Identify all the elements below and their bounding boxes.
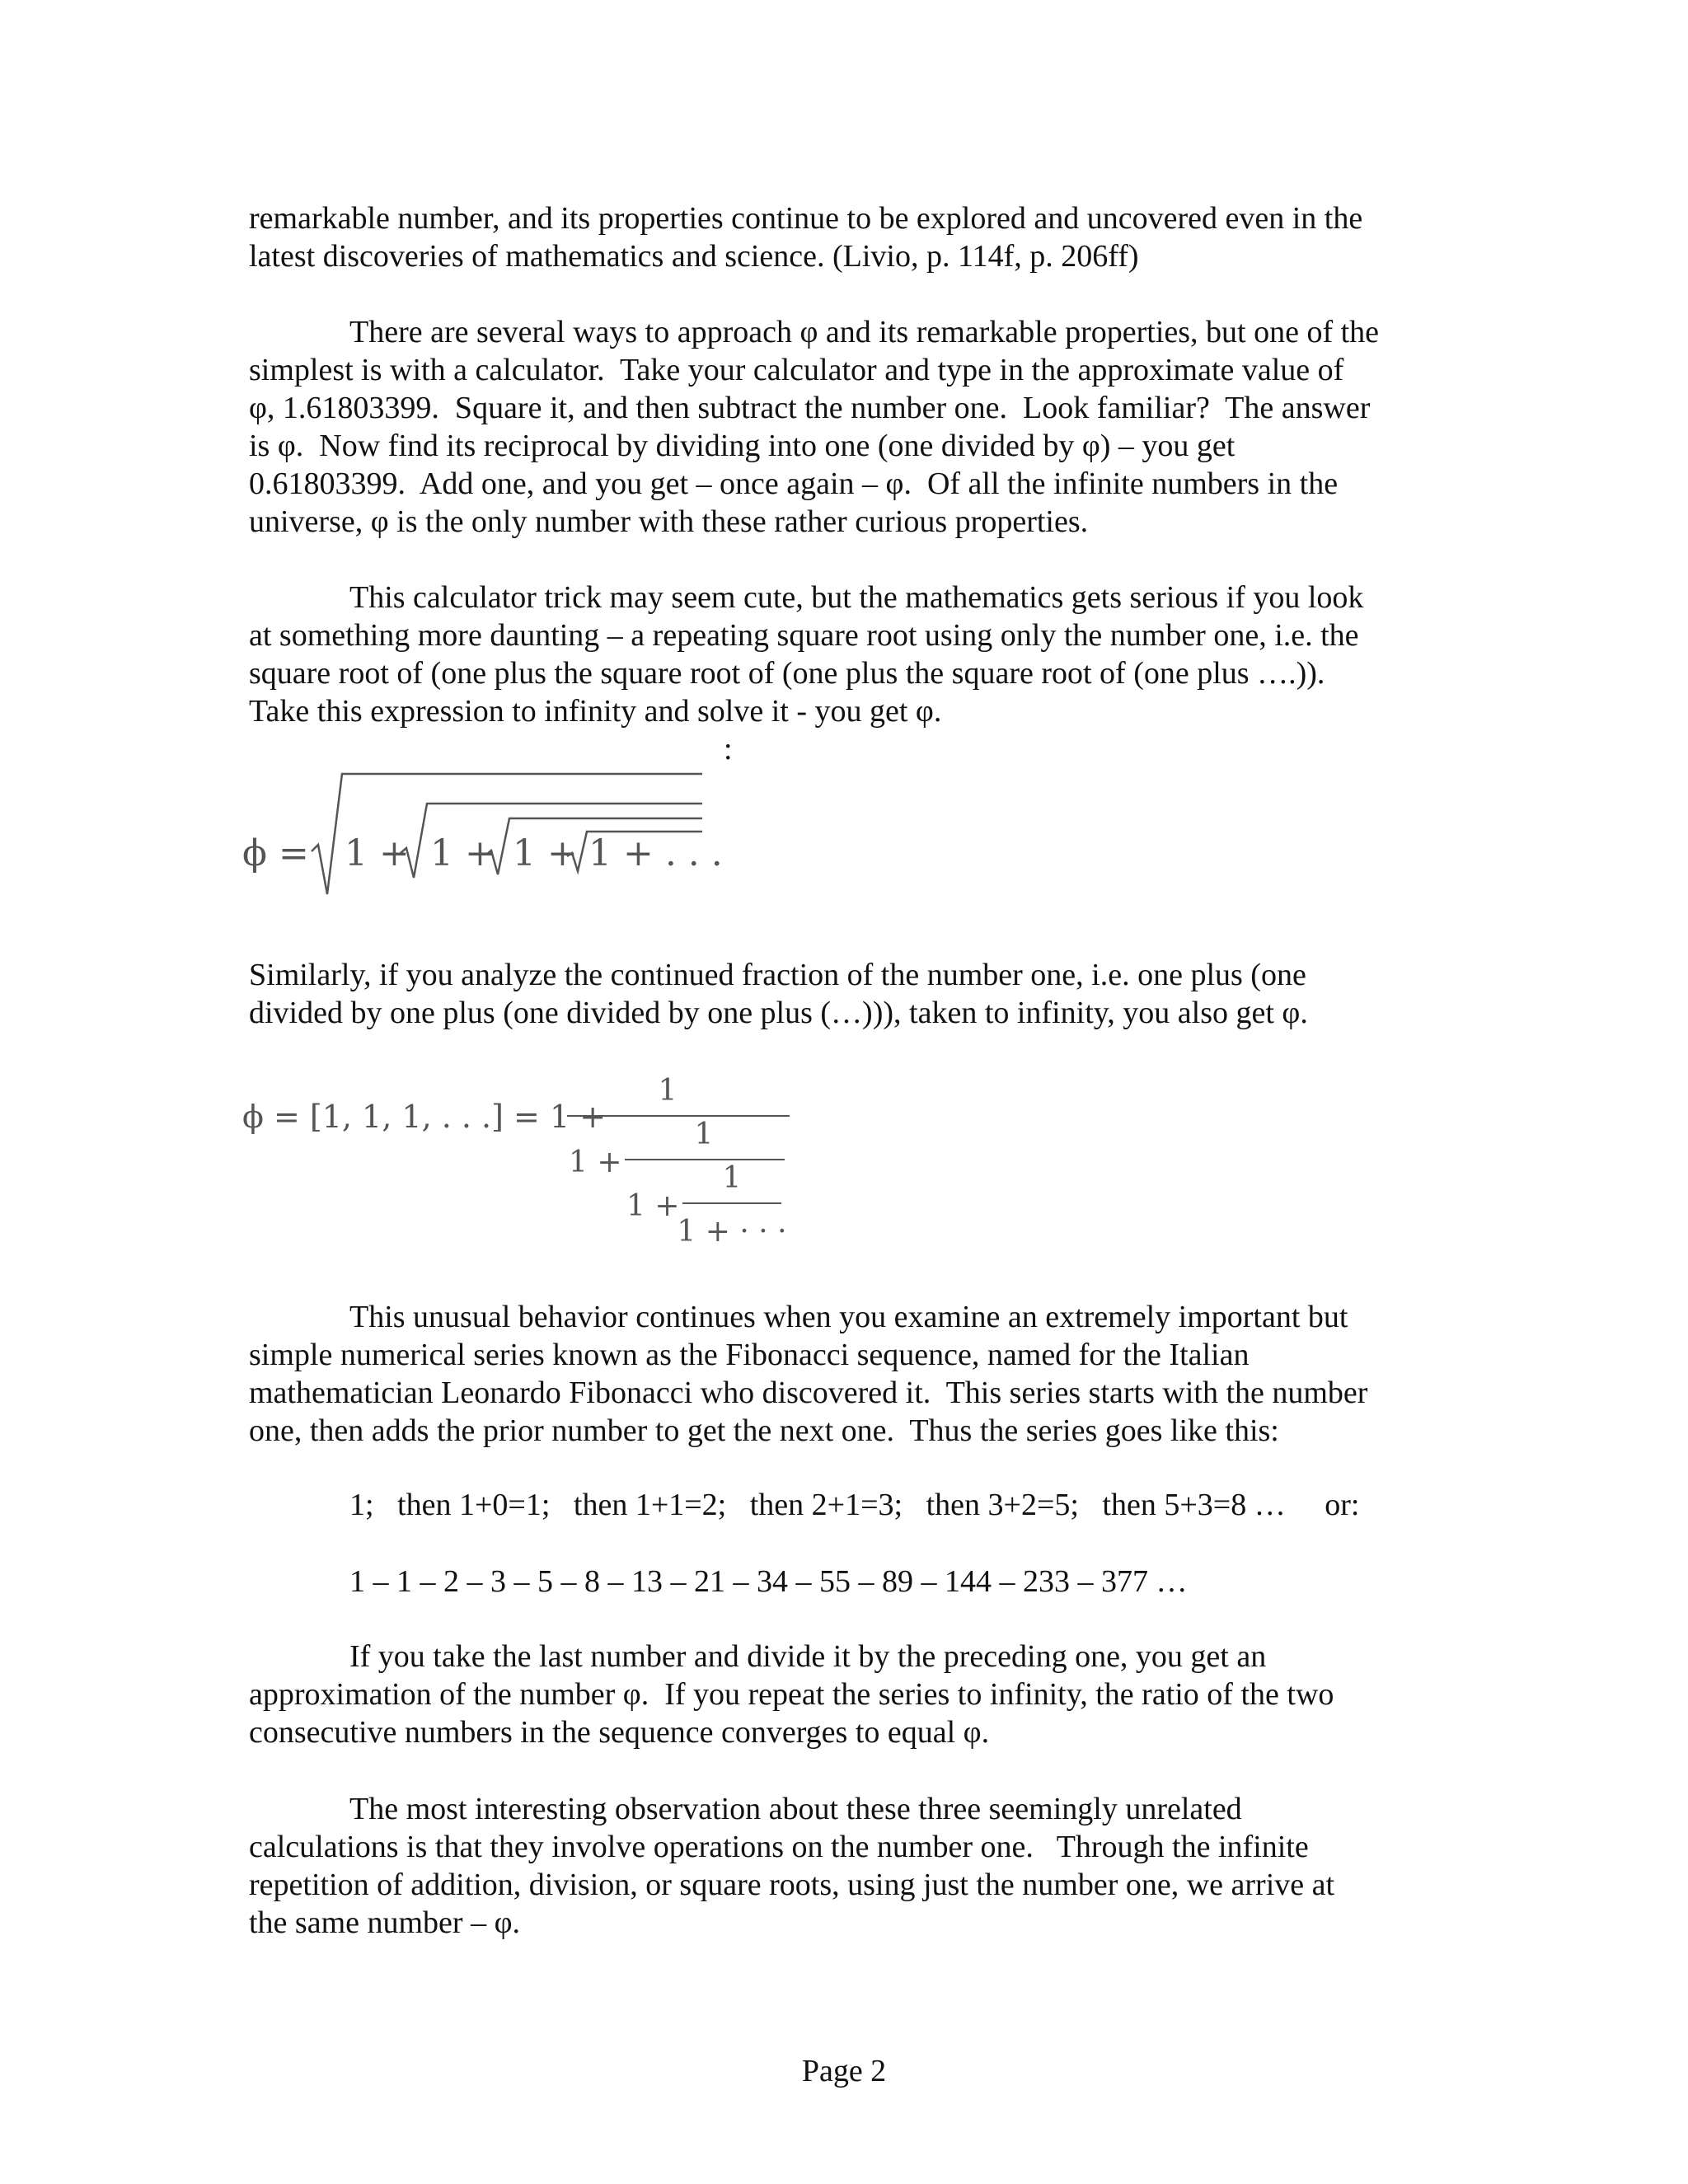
paragraph-continuation <box>249 199 1444 275</box>
text-line: approximation of the number φ. If you repeat the series to infinity, the ratio of the two <box>249 1677 1334 1712</box>
fibonacci-sequence: 1 – 1 – 2 – 3 – 5 – 8 – 13 – 21 – 34 – 55 – 89 – 144 – 233 – 377 … <box>349 1564 1188 1599</box>
eq1-term-4: 1 + . . . <box>588 832 723 874</box>
text-line: Take this expression to infinity and solve it - you get φ. <box>249 694 942 729</box>
nested-sqrt-equation <box>239 762 725 902</box>
text-line: the same number – φ. <box>249 1905 521 1940</box>
text-line: consecutive numbers in the sequence converges to equal φ. <box>249 1715 990 1750</box>
text-line: square root of (one plus the square root of (one plus the square root of (one plus ….)). <box>249 656 1325 691</box>
paragraph-ratio <box>249 1638 1444 1751</box>
text-line: one, then adds the prior number to get the next one. Thus the series goes like this: <box>249 1413 1279 1448</box>
paragraph-calculator <box>249 313 1444 541</box>
eq1-lhs: ϕ = <box>242 832 309 874</box>
paragraph-observation <box>249 1790 1444 1942</box>
eq2-num-3: 1 <box>722 1161 742 1195</box>
text-line: 0.61803399. Add one, and you get – once again – φ. Of all the infinite numbers in the <box>249 466 1339 501</box>
eq1-term-1: 1 + <box>345 832 410 874</box>
eq2-num-2: 1 <box>694 1118 714 1151</box>
eq2-lhs: ϕ = [1, 1, 1, . . .] = 1 + <box>242 1099 607 1135</box>
text-line: calculations is that they involve operations on the number one. Through the infinite <box>249 1830 1309 1864</box>
text-line: This unusual behavior continues when you examine an extremely important but <box>349 1300 1348 1334</box>
text-line: The most interesting observation about these three seemingly unrelated <box>349 1792 1242 1826</box>
paragraph-square-root <box>249 579 1444 730</box>
eq1-term-2: 1 + <box>430 832 495 874</box>
page-number: Page 2 <box>801 2054 887 2088</box>
text-line: If you take the last number and divide it by the preceding one, you get an <box>349 1639 1267 1674</box>
text-line: Similarly, if you analyze the continued fraction of the number one, i.e. one plus (one <box>249 958 1306 992</box>
eq2-num-1: 1 <box>658 1074 678 1108</box>
text-line: is φ. Now find its reciprocal by dividing into one (one divided by φ) – you get <box>249 429 1236 463</box>
text-line: This calculator trick may seem cute, but the mathematics gets serious if you look <box>349 580 1364 615</box>
text-line: at something more daunting – a repeating square root using only the number one, i.e. the <box>249 618 1359 653</box>
text-line: simple numerical series known as the Fibonacci sequence, named for the Italian <box>249 1338 1250 1372</box>
eq2-den-1-prefix: 1 + <box>569 1146 622 1179</box>
paragraph-fibonacci <box>249 1298 1444 1450</box>
eq1-term-3: 1 + <box>513 832 578 874</box>
eq2-den-2-prefix: 1 + <box>626 1189 680 1223</box>
text-line: remarkable number, and its properties continue to be explored and uncovered even in the <box>249 201 1363 236</box>
text-line: mathematician Leonardo Fibonacci who discovered it. This series starts with the number <box>249 1376 1368 1410</box>
text-line: latest discoveries of mathematics and science. (Livio, p. 114f, p. 206ff) <box>249 239 1139 274</box>
text-line: divided by one plus (one divided by one plus (…))), taken to infinity, you also get φ. <box>249 996 1308 1030</box>
fibonacci-steps: 1; then 1+0=1; then 1+1=2; then 2+1=3; then 3+2=5; then 5+3=8 … or: <box>349 1488 1360 1522</box>
text-line: φ, 1.61803399. Square it, and then subtract the number one. Look familiar? The answer <box>249 391 1371 425</box>
text-line: universe, φ is the only number with these rather curious properties. <box>249 504 1089 539</box>
text-line: simplest is with a calculator. Take your calculator and type in the approximate value of <box>249 353 1344 387</box>
continued-fraction-equation <box>239 1067 808 1257</box>
paragraph-continued-fraction <box>249 956 1444 1032</box>
text-line: There are several ways to approach φ and its remarkable properties, but one of the <box>349 315 1380 349</box>
eq2-den-3: 1 + · · · <box>677 1215 787 1249</box>
colon-mark: : <box>724 732 733 766</box>
text-line: repetition of addition, division, or square roots, using just the number one, we arrive at <box>249 1868 1335 1902</box>
